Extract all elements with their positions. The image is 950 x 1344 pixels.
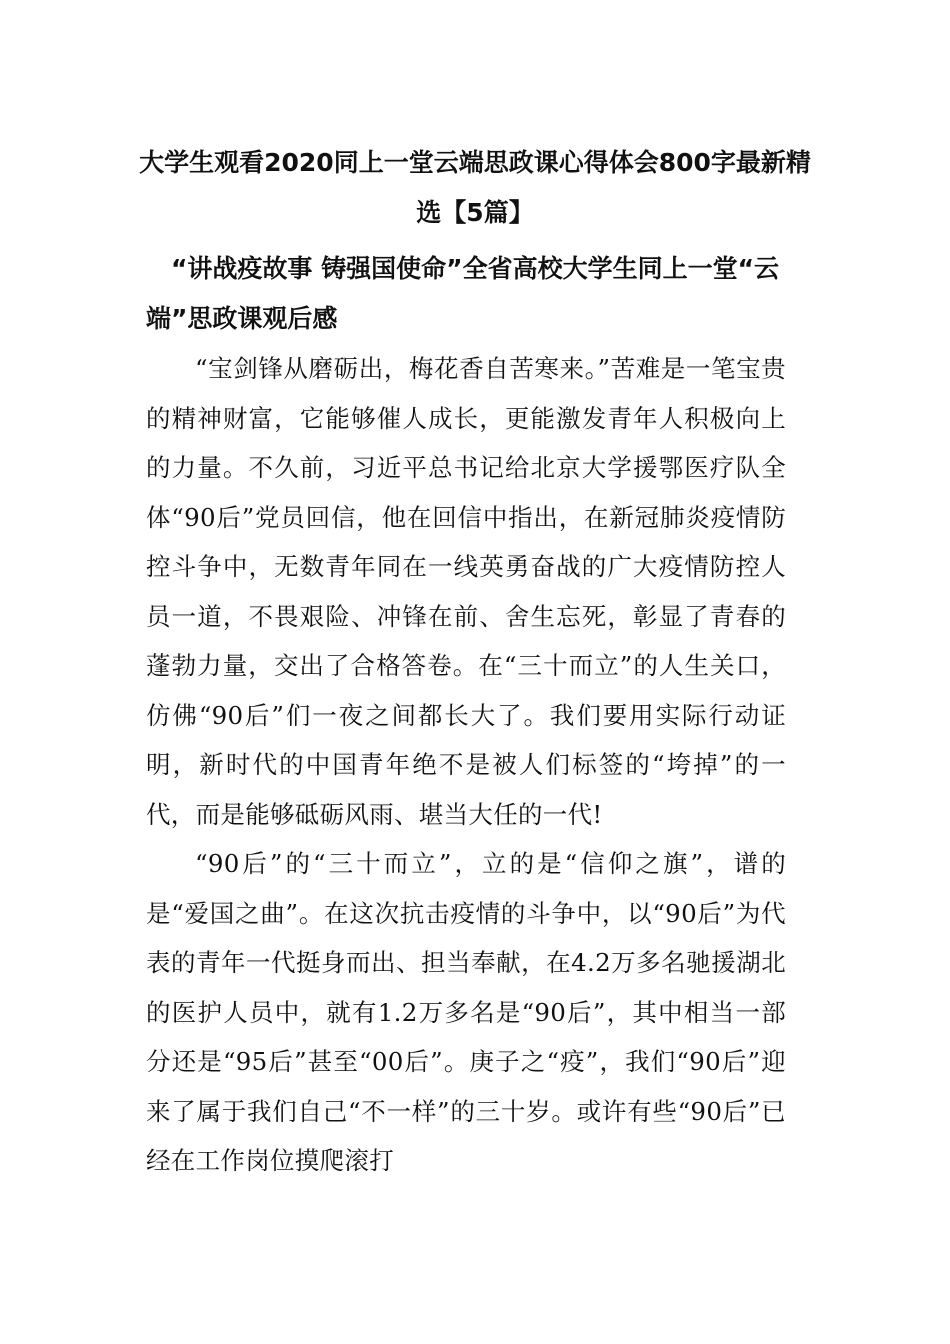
document-body [146, 344, 786, 1186]
body-paragraph-2: “90后”的“三十而立”，立的是“信仰之旗”，谱的是“爱国之曲”。在这次抗击疫情的斗争中，以“90后”为代表的青年一代挺身而出、担当奉献，在4.2万多名驰援湖北的医护人员中，就有1.2万多名是“90后”，其中相当一部分还是“95后”甚至“00后”。庚子之“疫”，我们“90后”迎来了属于我们自己“不一样”的三十岁。或许有些“90后”已经在工作岗位摸爬滚打 [146, 849, 786, 1175]
body-paragraph-1: “宝剑锋从磨砺出，梅花香自苦寒来。”苦难是一笔宝贵的精神财富，它能够催人成长，更能激发青年人积极向上的力量。不久前，习近平总书记给北京大学援鄂医疗队全体“90后”党员回信，他在回信中指出，在新冠肺炎疫情防控斗争中，无数青年同在一线英勇奋战的广大疫情防控人员一道，不畏艰险、冲锋在前、舍生忘死，彰显了青春的蓬勃力量，交出了合格答卷。在“三十而立”的人生关口，仿佛“90后”们一夜之间都长大了。我们要用实际行动证明，新时代的中国青年绝不是被人们标签的“垮掉”的一代，而是能够砥砺风雨、堪当大任的一代! [146, 354, 786, 829]
document-title: 大学生观看2020同上一堂云端思政课心得体会800字最新精选【5篇】 [139, 148, 811, 227]
document-subtitle: “讲战疫故事 铸强国使命”全省高校大学生同上一堂“云端”思政课观后感 [146, 254, 779, 333]
